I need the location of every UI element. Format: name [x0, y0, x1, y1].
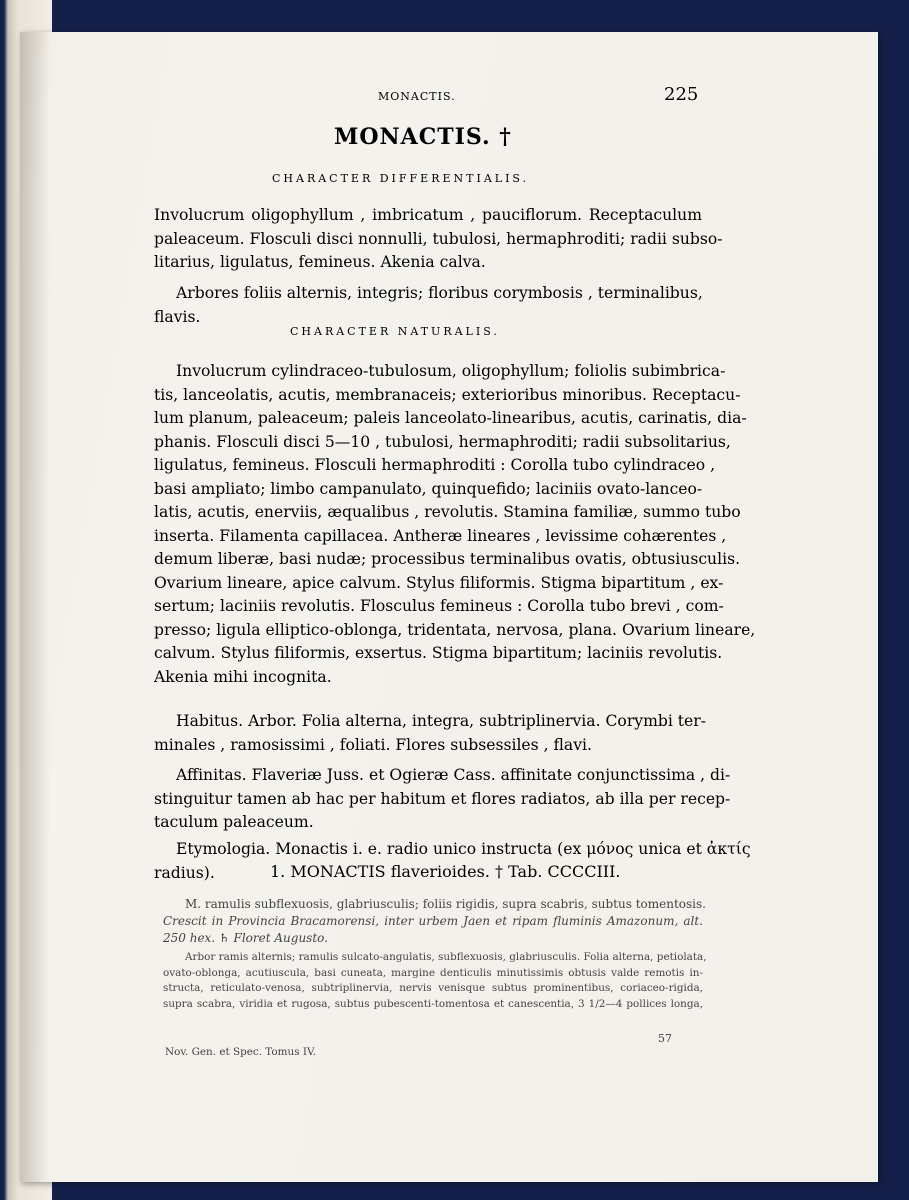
text-line: phanis. Flosculi disci 5—10 , tubulosi, hermaphroditi; radii subsolitarius,	[154, 432, 731, 451]
text-line: 250 hex. ♄ Floret Augusto.	[163, 931, 328, 945]
heading-character-naturalis: CHARACTER NATURALIS.	[290, 325, 500, 338]
species-heading: 1. MONACTIS flaverioides. † Tab. CCCCIII.	[270, 862, 621, 881]
text-line: stinguitur tamen ab hac per habitum et flores radiatos, ab illa per recep-	[154, 789, 731, 808]
text-line: Etymologia. Monactis i. e. radio unico instructa (ex μόνος unica et ἀκτίς	[176, 840, 751, 858]
text-line: tis, lanceolatis, acutis, membranaceis; exterioribus minoribus. Receptacu-	[154, 385, 741, 404]
text-line: Arbores foliis alternis, integris; floribus corymbosis , terminalibus,	[176, 284, 703, 302]
text-line: presso; ligula elliptico-oblonga, tridentata, nervosa, plana. Ovarium lineare,	[154, 620, 756, 639]
text-line: structa, reticulato-venosa, subtriplinervia, nervis venisque subtus prominentibus, coriaceo-rigida,	[163, 982, 703, 994]
text-line: Akenia mihi incognita.	[154, 667, 332, 686]
species-description	[163, 950, 707, 1012]
text-line: inserta. Filamenta capillacea. Antheræ lineares , levissime cohærentes ,	[154, 526, 727, 545]
text-line: calvum. Stylus filiformis, exsertus. Stigma bipartitum; laciniis revolutis.	[154, 644, 723, 662]
text-line: M. ramulis subflexuosis, glabriusculis; foliis rigidis, supra scabris, subtus tomentosis.	[185, 897, 706, 911]
page-number: 225	[664, 84, 699, 105]
text-line: minales , ramosissimi , foliati. Flores subsessiles , flavi.	[154, 735, 592, 754]
text-line: Involucrum cylindraceo-tubulosum, oligophyllum; foliolis subimbrica-	[176, 362, 726, 380]
text-line: ligulatus, femineus. Flosculi hermaphroditi : Corolla tubo cylindraceo ,	[154, 456, 716, 474]
running-head: MONACTIS.	[378, 90, 456, 103]
text-line: paleaceum. Flosculi disci nonnulli, tubulosi, hermaphroditi; radii subso-	[154, 229, 723, 248]
paragraph-naturalis	[154, 360, 756, 689]
text-line: supra scabra, viridia et rugosa, subtus pubescenti-tomentosa et canescentia, 3 1/2—4 pollices longa,	[163, 997, 703, 1010]
text-line: Ovarium lineare, apice calvum. Stylus filiformis. Stigma bipartitum , ex-	[154, 573, 724, 592]
heading-character-differentialis: CHARACTER DIFFERENTIALIS.	[272, 172, 530, 185]
paragraph-arbores	[154, 282, 702, 329]
text-line: Crescit in Provincia Bracamorensi, inter urbem Jaen et ripam fluminis Amazonum, alt.	[163, 914, 703, 928]
page-title: MONACTIS. †	[334, 124, 512, 150]
text-line: Involucrum oligophyllum , imbricatum , pauciflorum. Receptaculum	[154, 206, 702, 224]
text-line: Arbor ramis alternis; ramulis sulcato-angulatis, subflexuosis, glabriusculis. Folia alterna, petiolata,	[185, 951, 707, 963]
text-line: demum liberæ, basi nudæ; processibus terminalibus ovatis, obtusiusculis.	[154, 550, 741, 568]
footer-volume: Nov. Gen. et Spec. Tomus IV.	[165, 1046, 316, 1058]
text-line: latis, acutis, enerviis, æqualibus , revolutis. Stamina familiæ, summo tubo	[154, 503, 741, 521]
text-line: basi ampliato; limbo campanulato, quinquefido; laciniis ovato-lanceo-	[154, 479, 703, 498]
paragraph-affinitas	[154, 764, 731, 835]
text-line: radius).	[154, 863, 215, 882]
text-line: sertum; laciniis revolutis. Flosculus femineus : Corolla tubo brevi , com-	[154, 597, 724, 615]
paragraph-habitus	[154, 710, 707, 757]
text-line: litarius, ligulatus, femineus. Akenia calva.	[154, 253, 486, 271]
text-line: taculum paleaceum.	[154, 813, 314, 831]
text-line: flavis.	[154, 307, 201, 326]
text-line: Affinitas. Flaveriæ Juss. et Ogieræ Cass. affinitate conjunctissima , di-	[176, 766, 731, 784]
text-line: lum planum, paleaceum; paleis lanceolato-linearibus, acutis, carinatis, dia-	[154, 409, 747, 427]
species-diagnosis	[163, 896, 706, 947]
signature-mark: 57	[658, 1032, 672, 1045]
text-line: Habitus. Arbor. Folia alterna, integra, subtriplinervia. Corymbi ter-	[176, 712, 707, 730]
paragraph-differentialis	[154, 204, 723, 275]
text-line: ovato-oblonga, acutiuscula, basi cuneata, margine denticulis minutissimis obtusis valde remotis in-	[163, 966, 703, 979]
